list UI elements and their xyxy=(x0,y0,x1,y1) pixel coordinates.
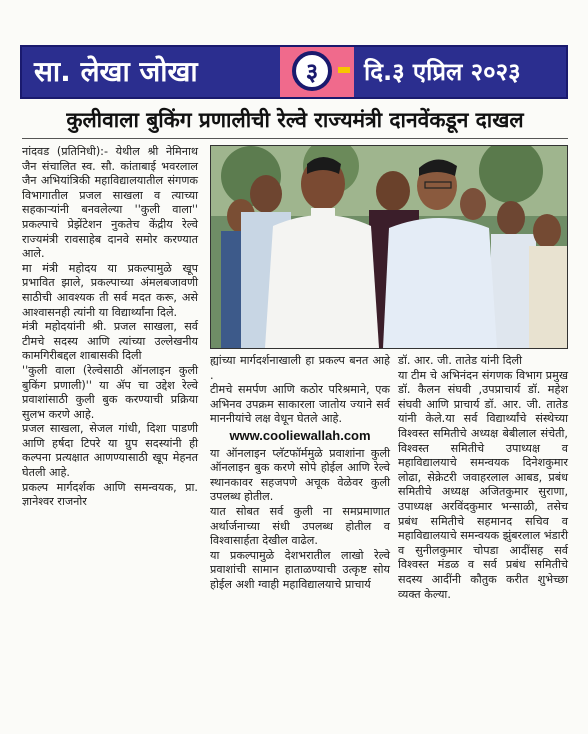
issue-date: दि.३ एप्रिल २०२३ xyxy=(364,58,521,86)
paragraph: यात सोबत सर्व कुली ना समप्रमाणात अर्थार्जनाच्या संधी उपलब्ध होतील व विश्वासार्हता देखील वाढेल. xyxy=(210,504,390,548)
headline-divider xyxy=(22,138,568,139)
paragraph: नांदवड (प्रतिनिधी):- येथील श्री नेमिनाथ जैन संचालित स्व. सौ. कांताबाई भवरलाल जैन अभियांत्रिकी महाविद्यालयातील संगणक विभागातील प्रजल साखला व त्याच्या सहकाऱ्यांनी बनवलेल्या ''कुली वाला'' प्रकल्पाचे प्रेझेंटेशन नुकतेच केंद्रीय रेल्वे राज्यमंत्री रावसाहेब दानवे समोर करण्यात आले. xyxy=(22,145,198,261)
paragraph: ''कुली वाला (रेल्वेसाठी ऑनलाइन कुली बुकिंग प्रणाली)'' या ॲप चा उद्देश रेल्वे प्रवाशांसाठी कुली बुक करण्याची प्रक्रिया सुलभ करणे आहे. xyxy=(22,363,198,421)
article-headline: कुलीवाला बुकिंग प्रणालीची रेल्वे राज्यमंत्री दानवेंकडून दाखल xyxy=(66,108,524,132)
masthead-dash xyxy=(338,67,350,73)
paragraph: या प्रकल्पामुळे देशभरातील लाखो रेल्वे प्रवाशांची सामान हाताळण्याची उत्कृष्ट सोय होईल अशी ग्वाही महाविद्यालयाचे प्राचार्य xyxy=(210,548,390,591)
article-column-2 xyxy=(210,354,390,593)
group-photo-illustration xyxy=(211,146,567,348)
paragraph: मंत्री महोदयांनी श्री. प्रजल साखला, सर्व टीमचे सदस्य आणि त्यांच्या उल्लेखनीय कामगिरीबद्दल शाबासकी दिली xyxy=(22,320,198,363)
article-column-3 xyxy=(398,354,568,602)
newspaper-title: सा. लेखा जोखा xyxy=(34,55,198,88)
page-number: ३ xyxy=(292,51,332,91)
paragraph: मा मंत्री महोदय या प्रकल्पामुळे खूप प्रभावित झाले, प्रकल्पाच्या अंमलबजावणी साठीची आवश्यक ती सर्व मदत करू, असे आश्वासनही त्यांनी या विद्यार्थ्यांना दिले. xyxy=(22,261,198,319)
paragraph: या ऑनलाइन प्लॅटफॉर्ममुळे प्रवाशांना कुली ऑनलाइन बुक करणे सोपे होईल आणि रेल्वे स्थानकावर सहजपणे अचूक वेळेवर कुली उपलब्ध होतील. xyxy=(210,446,390,504)
paragraph: या टीम चे अभिनंदन संगणक विभाग प्रमुख डॉ. कैलन संघवी ,उपप्राचार्य डॉ. महेश संघवी आणि प्राचार्य डॉ. आर. जी. तातेड यांनी केले.या सर्व विद्यार्थ्यांचे संस्थेच्या विश्वस्त समितीचे अध्यक्ष बेबीलाल संचेती, विश्वस्त समितीचे उपाध्यक्ष व महाविद्यालयाचे समन्वयक दिनेशकुमार लोढा, सेक्रेटरी जवाहरलाल आबड, प्रबंध समितीचे अध्यक्ष अजितकुमार सुराणा, उपाध्यक्ष अरविंदकुमार भन्साळी, तसेच प्रबंध समितीचे सहमानद सचिव व महाविद्यालयाचे समन्वयक झुंबरलाल भंडारी व सुनीलकुमार चोपडा आदींसह सर्व विश्वस्त मंडळ व सर्व प्रबंध समितीचे सदस्य आदींनी कौतुक करीत शुभेच्छा व्यक्त केल्या. xyxy=(398,368,568,601)
article-column-1 xyxy=(22,145,198,510)
paragraph: ह्यांच्या मार्गदर्शनाखाली हा प्रकल्प बनत आहे . xyxy=(210,354,390,382)
paragraph: डॉ. आर. जी. तातेड यांनी दिली xyxy=(398,354,522,367)
paragraph: प्रकल्प मार्गदर्शक आणि समन्वयक, प्रा. ज्ञानेश्वर राजनोर xyxy=(22,480,198,509)
paragraph: प्रजल साखला, सेजल गांधी, दिशा पाडणी आणि हर्षदा टिपरे या ग्रुप सदस्यांनी ही कल्पना प्रत्यक्षात आणण्यासाठी खूप मेहनत घेतली आहे. xyxy=(22,422,198,480)
website-url: www.cooliewallah.com xyxy=(229,427,371,443)
article-photo xyxy=(210,145,568,349)
paragraph: टीमचे समर्पण आणि कठोर परिश्रमाने, एक अभिनव उपक्रम साकारला जातोय ज्याने सर्व माननीयांचे लक्ष वेधून घेतले आहे. xyxy=(210,383,390,426)
masthead xyxy=(20,45,568,99)
